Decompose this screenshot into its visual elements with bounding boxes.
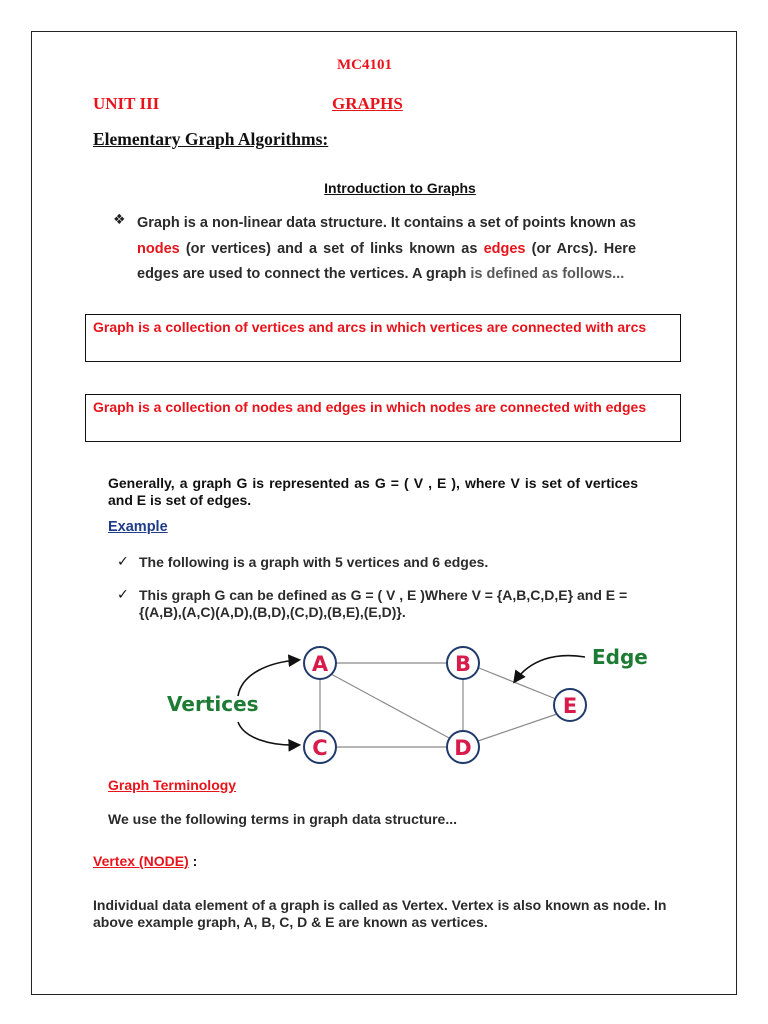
arrow-to-c-icon	[238, 722, 298, 745]
edges-term: edges	[483, 240, 526, 257]
edge-b-e	[479, 668, 556, 699]
vertex-heading: Vertex (NODE) :	[93, 853, 198, 869]
unit-label: UNIT III	[93, 94, 160, 113]
vertex-a-label: A	[311, 652, 329, 676]
page-border	[31, 31, 737, 995]
arrow-to-a-icon	[238, 660, 298, 696]
check-icon: ✓	[117, 553, 129, 569]
example-heading: Example	[108, 519, 168, 535]
vertex-c-label: C	[312, 736, 328, 760]
intro-heading: Introduction to Graphs	[324, 180, 476, 196]
diamond-bullet-icon: ❖	[113, 211, 126, 227]
intro-paragraph: Graph is a non-linear data structure. It contains a set of points known as nodes (or vertices) and a set of links known as edges (or Arcs). Here edges are used to connect the vertices. A graph is defined as follows...	[137, 215, 637, 282]
arrow-to-edge-icon	[515, 656, 585, 681]
vertex-definition: Individual data element of a graph is called as Vertex. Vertex is also known as node. In above example graph, A, B, C, D & E are known as vertices.	[93, 897, 667, 930]
terminology-intro: We use the following terms in graph data structure...	[108, 811, 458, 827]
unit-title: GRAPHS	[332, 94, 403, 113]
edge-label: Edge	[592, 645, 648, 669]
section-title: Elementary Graph Algorithms:	[93, 129, 329, 149]
edge-e-d	[478, 714, 557, 741]
vertex-b-label: B	[454, 652, 472, 676]
example-item-1: The following is a graph with 5 vertices and 6 edges.	[139, 554, 489, 570]
edge-a-d	[331, 674, 451, 739]
example-item-2: This graph G can be defined as G = ( V , E )Where V = {A,B,C,D,E} and E = {(A,B),(A,C)(A,D),(B,D),(C,D),(B,E),(E,D)}.	[139, 587, 628, 620]
course-code: MC4101	[337, 57, 392, 73]
vertices-label: Vertices	[167, 692, 259, 716]
vertex-d-label: D	[454, 736, 472, 760]
check-icon: ✓	[117, 586, 129, 602]
vertex-e-label: E	[562, 694, 578, 718]
general-representation: Generally, a graph G is represented as G = ( V , E ), where V is set of vertices and E is set of edges.	[108, 475, 638, 508]
definition-box-2: Graph is a collection of nodes and edges in which nodes are connected with edges	[85, 394, 681, 442]
terminology-heading: Graph Terminology	[108, 777, 237, 793]
graph-diagram	[160, 638, 660, 773]
nodes-term: nodes	[137, 240, 180, 257]
definition-box-1: Graph is a collection of vertices and arcs in which vertices are connected with arcs	[85, 314, 681, 362]
